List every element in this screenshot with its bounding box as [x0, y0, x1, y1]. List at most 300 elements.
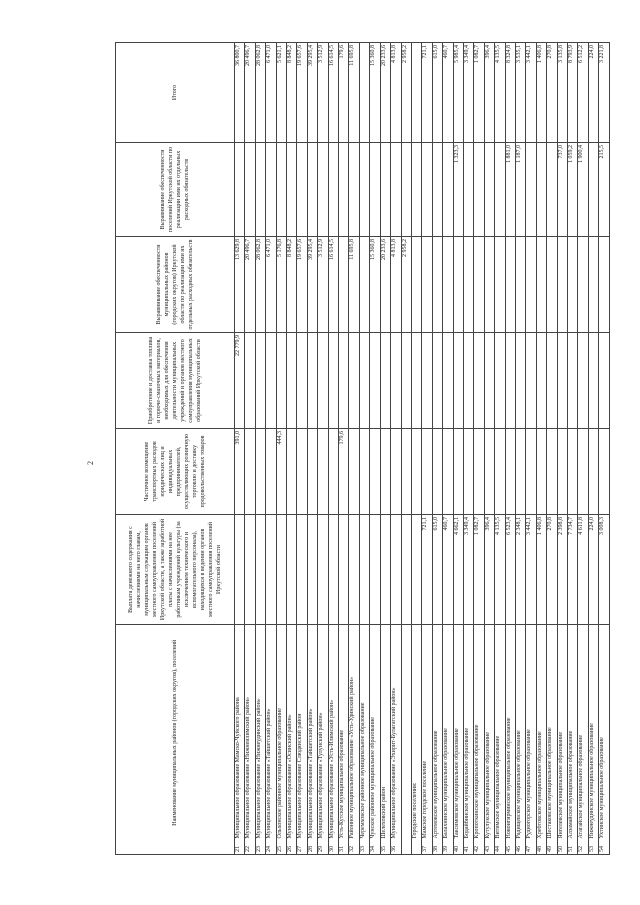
row-salary: 3 349,4	[463, 515, 473, 625]
row-district-eq	[536, 237, 546, 333]
budget-table	[115, 42, 610, 855]
table-row	[495, 43, 505, 855]
row-district-eq: 15 360,8	[370, 237, 380, 333]
row-total: 20 496,7	[245, 43, 255, 143]
row-number: 45	[505, 841, 515, 855]
row-total: 4 135,5	[495, 43, 505, 143]
row-transport	[370, 429, 380, 515]
row-settlement-eq: 1 881,0	[505, 143, 515, 237]
header-transport: Частичное возмещение транспортных расходов юридических лиц и индивидуальных предпринимателей, осуществляющих розничную торговлю и доставку продовольственных товаров	[116, 429, 235, 515]
row-total: 39 295,4	[307, 43, 317, 143]
row-total: 6 471,0	[266, 43, 276, 143]
row-district-eq: 6 471,0	[266, 237, 276, 333]
row-total: 11 695,8	[349, 43, 359, 143]
row-name: Усть-Кутское муниципальное образование	[339, 625, 349, 841]
table-row	[255, 43, 265, 855]
row-total	[411, 43, 421, 143]
row-salary	[359, 515, 369, 625]
row-transport	[297, 429, 307, 515]
table-row	[235, 43, 245, 855]
table-row	[547, 43, 557, 855]
row-fuel	[349, 333, 359, 429]
row-transport	[526, 429, 536, 515]
row-district-eq	[422, 237, 432, 333]
row-district-eq	[359, 237, 369, 333]
row-transport	[515, 429, 525, 515]
row-transport	[505, 429, 515, 515]
row-number	[401, 841, 411, 855]
row-name: Муниципальное образование «Тайшетский район»	[266, 625, 276, 841]
row-settlement-eq	[391, 143, 401, 237]
row-settlement-eq	[349, 143, 359, 237]
row-number: 41	[463, 841, 473, 855]
row-name: Кутулукское муниципальное образование	[484, 625, 494, 841]
row-transport	[255, 429, 265, 515]
row-name: Мамское городское поселение	[422, 625, 432, 841]
table-row	[297, 43, 307, 855]
row-settlement-eq	[328, 143, 338, 237]
row-fuel	[359, 333, 369, 429]
row-total: 3 442,1	[526, 43, 536, 143]
row-salary	[401, 515, 411, 625]
row-fuel	[318, 333, 328, 429]
row-number: 34	[370, 841, 380, 855]
row-transport	[287, 429, 297, 515]
table-row	[245, 43, 255, 855]
row-salary	[380, 515, 390, 625]
row-settlement-eq	[432, 143, 442, 237]
row-settlement-eq	[474, 143, 484, 237]
row-settlement-eq	[235, 143, 245, 237]
row-fuel	[453, 333, 463, 429]
table-row	[599, 43, 610, 855]
row-number: 54	[599, 841, 610, 855]
row-fuel	[401, 333, 411, 429]
header-settlement-equalization: Выравнивание обеспеченности поселений Иркутской области по реализации ими их отдельных расходных обязательств	[116, 143, 235, 237]
row-name: Кропоткинское муниципальное образование	[474, 625, 484, 841]
row-total: 19 657,6	[297, 43, 307, 143]
row-fuel	[276, 333, 286, 429]
row-number: 42	[474, 841, 484, 855]
row-salary	[307, 515, 317, 625]
table-row	[484, 43, 494, 855]
row-number: 21	[235, 841, 245, 855]
row-settlement-eq	[255, 143, 265, 237]
row-district-eq: 5 176,8	[276, 237, 286, 333]
row-name: Муниципальное образование «Осинский район»	[287, 625, 297, 841]
table-row	[443, 43, 453, 855]
row-settlement-eq	[547, 143, 557, 237]
row-transport	[568, 429, 578, 515]
row-transport	[391, 429, 401, 515]
row-settlement-eq	[588, 143, 598, 237]
row-district-eq: 11 695,8	[349, 237, 359, 333]
row-salary: 270,8	[547, 515, 557, 625]
row-fuel	[557, 333, 567, 429]
row-transport	[432, 429, 442, 515]
table-row	[276, 43, 286, 855]
row-name: Муниципальное образование «Эхирит-Булагатский район»	[391, 625, 401, 841]
row-name: Хребтовское муниципальное образование	[536, 625, 546, 841]
row-fuel	[370, 333, 380, 429]
row-transport	[484, 429, 494, 515]
row-settlement-eq	[297, 143, 307, 237]
row-district-eq: 4 813,8	[391, 237, 401, 333]
row-district-eq: 19 657,6	[297, 237, 307, 333]
row-transport	[401, 429, 411, 515]
row-total: 6 512,2	[578, 43, 588, 143]
row-number: 46	[515, 841, 525, 855]
row-number: 51	[568, 841, 578, 855]
row-fuel	[391, 333, 401, 429]
row-settlement-eq	[245, 143, 255, 237]
table-row	[370, 43, 380, 855]
row-fuel	[297, 333, 307, 429]
row-total: 1 082,7	[474, 43, 484, 143]
row-district-eq	[495, 237, 505, 333]
row-settlement-eq: 737,0	[557, 143, 567, 237]
row-settlement-eq: 1 323,3	[453, 143, 463, 237]
row-fuel	[526, 333, 536, 429]
row-salary: 615,0	[432, 515, 442, 625]
row-number: 31	[339, 841, 349, 855]
row-total: 3 135,8	[557, 43, 567, 143]
row-salary: 1 406,8	[536, 515, 546, 625]
row-total: 15 360,8	[370, 43, 380, 143]
row-transport	[245, 429, 255, 515]
row-district-eq: 20 496,7	[245, 237, 255, 333]
row-name: Муниципальное образование «Нижнеудинский район»	[255, 625, 265, 841]
row-transport: 179,6	[339, 429, 349, 515]
table-row	[349, 43, 359, 855]
table-row	[401, 43, 411, 855]
row-fuel: 22 779,9	[235, 333, 245, 429]
row-number: 49	[547, 841, 557, 855]
row-name: Атагайское муниципальное образование	[578, 625, 588, 841]
row-fuel	[515, 333, 525, 429]
row-salary	[235, 515, 245, 625]
row-number: 38	[432, 841, 442, 855]
row-fuel	[474, 333, 484, 429]
row-salary: 2 348,1	[515, 515, 525, 625]
row-salary: 2 398,8	[557, 515, 567, 625]
row-district-eq	[474, 237, 484, 333]
row-salary: 460,7	[443, 515, 453, 625]
row-name: Балахнинское муниципальное образование	[443, 625, 453, 841]
row-transport	[359, 429, 369, 515]
row-name: Муниципальное образование Слюдянский район	[297, 625, 307, 841]
row-settlement-eq	[484, 143, 494, 237]
table-row	[287, 43, 297, 855]
table-row	[422, 43, 432, 855]
row-number: 37	[422, 841, 432, 855]
row-number: 40	[453, 841, 463, 855]
row-settlement-eq	[266, 143, 276, 237]
row-number: 25	[276, 841, 286, 855]
row-salary: 4 662,1	[453, 515, 463, 625]
row-name: Янгелевское муниципальное образование	[557, 625, 567, 841]
row-settlement-eq: 1 900,4	[578, 143, 588, 237]
row-name: Радищевское муниципальное образование	[515, 625, 525, 841]
row-transport	[380, 429, 390, 515]
row-settlement-eq: 1 187,0	[515, 143, 525, 237]
row-district-eq	[526, 237, 536, 333]
row-total: 270,8	[547, 43, 557, 143]
row-total: 3 221,8	[599, 43, 610, 143]
row-salary: 6 523,4	[505, 515, 515, 625]
row-salary	[297, 515, 307, 625]
row-name: Шелеховский район	[380, 625, 390, 841]
row-district-eq: 16 614,5	[328, 237, 338, 333]
row-total: 16 614,5	[328, 43, 338, 143]
row-transport	[328, 429, 338, 515]
table-row	[453, 43, 463, 855]
row-settlement-eq: 1 059,2	[568, 143, 578, 237]
table-row	[463, 43, 473, 855]
row-transport	[422, 429, 432, 515]
row-district-eq	[557, 237, 567, 333]
row-name: Муниципальное образование «Нижнеилимский район»	[245, 625, 255, 841]
row-total: 615,0	[432, 43, 442, 143]
row-number: 36	[391, 841, 401, 855]
row-district-eq	[411, 237, 421, 333]
row-total: 3 512,9	[318, 43, 328, 143]
table-row	[339, 43, 349, 855]
row-transport	[578, 429, 588, 515]
row-transport	[349, 429, 359, 515]
row-salary	[339, 515, 349, 625]
table-row	[536, 43, 546, 855]
row-total: 721,1	[422, 43, 432, 143]
row-transport	[536, 429, 546, 515]
row-salary: 3 442,1	[526, 515, 536, 625]
row-number: 35	[380, 841, 390, 855]
row-district-eq	[578, 237, 588, 333]
row-salary	[328, 515, 338, 625]
row-fuel	[411, 333, 421, 429]
row-transport	[307, 429, 317, 515]
row-number: 33	[359, 841, 369, 855]
row-salary	[349, 515, 359, 625]
row-district-eq: 8 848,2	[287, 237, 297, 333]
row-name: Муниципальное образование «Тайшетский район»	[307, 625, 317, 841]
row-name	[401, 625, 411, 841]
row-settlement-eq: 215,5	[599, 143, 610, 237]
row-settlement-eq	[276, 143, 286, 237]
row-name: Бодайбинское муниципальное образование	[463, 625, 473, 841]
table-body	[235, 43, 610, 855]
row-total: 460,7	[443, 43, 453, 143]
row-fuel	[328, 333, 338, 429]
row-district-eq: 28 062,8	[255, 237, 265, 333]
row-number: 50	[557, 841, 567, 855]
row-district-eq: 3 512,9	[318, 237, 328, 333]
row-fuel	[339, 333, 349, 429]
row-total: 3 535,1	[515, 43, 525, 143]
table-row	[318, 43, 328, 855]
row-salary: 1 082,7	[474, 515, 484, 625]
row-district-eq: 20 233,6	[380, 237, 390, 333]
row-fuel	[599, 333, 610, 429]
row-fuel	[505, 333, 515, 429]
row-total: 3 349,4	[463, 43, 473, 143]
row-salary	[318, 515, 328, 625]
row-salary	[276, 515, 286, 625]
row-total: 396,4	[484, 43, 494, 143]
row-name: Новоигирминское муниципальное образование	[505, 625, 515, 841]
table-row	[328, 43, 338, 855]
row-number: 43	[484, 841, 494, 855]
table-row	[526, 43, 536, 855]
row-fuel	[432, 333, 442, 429]
row-number: 30	[328, 841, 338, 855]
row-total	[359, 43, 369, 143]
row-transport: 444,3	[276, 429, 286, 515]
row-fuel	[307, 333, 317, 429]
table-row	[411, 43, 421, 855]
table-row	[266, 43, 276, 855]
page-number: 2	[86, 461, 95, 465]
row-settlement-eq	[401, 143, 411, 237]
row-name: Районное муниципальное образование «Усть-Удинский район»	[349, 625, 359, 841]
row-salary: 4 611,8	[578, 515, 588, 625]
row-name: Чунское районное муниципальное образование	[370, 625, 380, 841]
row-fuel	[255, 333, 265, 429]
row-salary	[255, 515, 265, 625]
row-salary	[245, 515, 255, 625]
row-settlement-eq	[536, 143, 546, 237]
row-fuel	[495, 333, 505, 429]
row-name: Муниципальное образование «Тулунский район»	[318, 625, 328, 841]
row-salary	[266, 515, 276, 625]
row-salary: 224,0	[588, 515, 598, 625]
row-settlement-eq	[339, 143, 349, 237]
row-total: 28 062,8	[255, 43, 265, 143]
row-name: Шестаковское муниципальное образование	[547, 625, 557, 841]
row-district-eq	[568, 237, 578, 333]
row-name: Черемховское районное муниципальное образование	[359, 625, 369, 841]
row-number: 48	[536, 841, 546, 855]
row-name: Таксимовское муниципальное образование	[453, 625, 463, 841]
row-district-eq	[463, 237, 473, 333]
row-transport	[588, 429, 598, 515]
row-salary: 396,4	[484, 515, 494, 625]
row-salary	[411, 515, 421, 625]
row-salary: 7 734,7	[568, 515, 578, 625]
row-number: 47	[526, 841, 536, 855]
row-name: Алзамайское муниципальное образование	[568, 625, 578, 841]
row-district-eq	[453, 237, 463, 333]
row-number: 28	[307, 841, 317, 855]
row-number: 32	[349, 841, 359, 855]
row-number: 23	[255, 841, 265, 855]
row-salary: 721,1	[422, 515, 432, 625]
row-name: Витимское муниципальное образование	[495, 625, 505, 841]
row-settlement-eq	[287, 143, 297, 237]
row-number: 29	[318, 841, 328, 855]
row-name: Ухтинское муниципальное образование	[599, 625, 610, 841]
table-row	[588, 43, 598, 855]
row-name: Нижнеудинское муниципальное образование	[588, 625, 598, 841]
table-row	[505, 43, 515, 855]
row-salary	[370, 515, 380, 625]
row-total: 1 406,8	[536, 43, 546, 143]
row-number: 44	[495, 841, 505, 855]
row-number: 27	[297, 841, 307, 855]
table-row	[307, 43, 317, 855]
row-name: Муниципальное образование «Усть-Илимский район»	[328, 625, 338, 841]
row-name: Артемовское муниципальное образование	[432, 625, 442, 841]
row-fuel	[547, 333, 557, 429]
row-fuel	[588, 333, 598, 429]
row-settlement-eq	[359, 143, 369, 237]
row-settlement-eq	[443, 143, 453, 237]
header-row	[116, 43, 235, 855]
row-district-eq	[515, 237, 525, 333]
row-district-eq	[432, 237, 442, 333]
row-fuel	[536, 333, 546, 429]
row-total: 20 233,6	[380, 43, 390, 143]
row-salary: 3 008,3	[599, 515, 610, 625]
row-district-eq: 13 629,8	[235, 237, 245, 333]
row-name: Рудногорское муниципальное образование	[526, 625, 536, 841]
row-number	[411, 841, 421, 855]
row-district-eq	[599, 237, 610, 333]
row-salary	[287, 515, 297, 625]
row-name: Городские поселения:	[411, 625, 421, 841]
row-district-eq: 2 958,2	[401, 237, 411, 333]
row-transport: 391,0	[235, 429, 245, 515]
table-row	[359, 43, 369, 855]
row-salary: 4 135,5	[495, 515, 505, 625]
row-fuel	[287, 333, 297, 429]
row-district-eq	[505, 237, 515, 333]
row-number: 52	[578, 841, 588, 855]
row-fuel	[578, 333, 588, 429]
row-transport	[495, 429, 505, 515]
row-transport	[474, 429, 484, 515]
row-transport	[599, 429, 610, 515]
row-name: Муниципальное образование Мамско-Чуйского района	[235, 625, 245, 841]
row-total: 8 848,2	[287, 43, 297, 143]
row-district-eq	[339, 237, 349, 333]
row-transport	[453, 429, 463, 515]
row-district-eq	[547, 237, 557, 333]
row-number: 39	[443, 841, 453, 855]
row-district-eq	[588, 237, 598, 333]
row-total: 8 793,9	[568, 43, 578, 143]
table-row	[474, 43, 484, 855]
row-settlement-eq	[370, 143, 380, 237]
row-settlement-eq	[495, 143, 505, 237]
row-salary	[391, 515, 401, 625]
table-row	[391, 43, 401, 855]
table-row	[432, 43, 442, 855]
row-total: 224,0	[588, 43, 598, 143]
row-fuel	[443, 333, 453, 429]
row-number: 22	[245, 841, 255, 855]
row-fuel	[245, 333, 255, 429]
table-row	[380, 43, 390, 855]
header-salary: Выплата денежного содержания с начислениями на него главам, муниципальным служащим органов местного самоуправления поселений Иркутской области, а также заработной платы с начислениями на нее работникам учреждений культуры (за исключением технического и вспомогательного персонала), находящихся в ведении органов местного самоуправления поселений Иркутской области	[116, 515, 235, 625]
row-district-eq: 39 295,4	[307, 237, 317, 333]
row-settlement-eq	[411, 143, 421, 237]
row-total: 4 813,8	[391, 43, 401, 143]
table-row	[578, 43, 588, 855]
row-settlement-eq	[307, 143, 317, 237]
header-fuel: Приобретение и доставка топлива и горюче-смазочных материалов, необходимых для обеспечения деятельности муниципальных учреждений и органов местного самоуправления муниципальных образований Иркутской области	[116, 333, 235, 429]
header-num	[116, 841, 235, 855]
